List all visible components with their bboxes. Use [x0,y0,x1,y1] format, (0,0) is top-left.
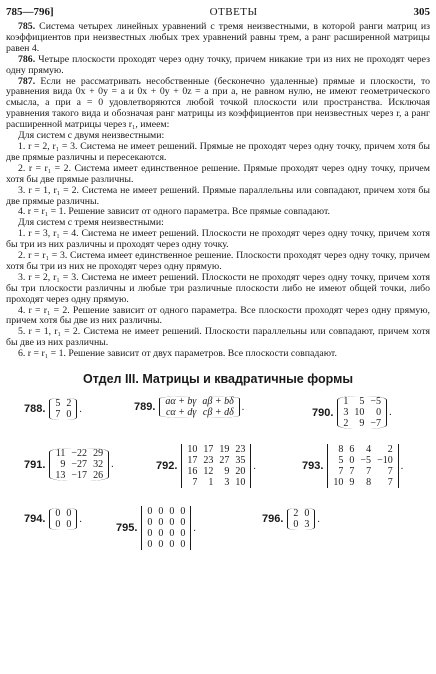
matrix-row-2 [6,444,430,506]
case-item: 3. r = 1, r₁ = 2. Система не имеет решений. Прямые параллельны или совпадают, причем хотя бы две прямые различны. [6,184,430,207]
matrix-table [184,444,248,488]
matrix-cell: −5 [370,396,382,408]
matrix-cell: 8 [338,444,344,456]
matrix-cell: 0 [180,506,186,518]
matrix-cell: 7 [349,466,355,478]
matrix-cell: 10 [187,444,198,456]
answer-792: 792. 10 17 19 23 17 23 27 35 16 12 9 20 7 1 3 10 . [156,444,256,489]
matrix-cell: 23 [203,455,214,467]
matrix-row [162,407,236,418]
matrix-cell: −5 [360,455,372,467]
matrix-cell: −7 [370,418,382,430]
matrix-cell: 6 [349,444,355,456]
matrix-cell: 29 [93,448,104,460]
matrix-cell: 0 [158,539,164,551]
matrix-row [144,528,188,539]
matrix-row [184,455,248,466]
matrix-cell: 9 [349,477,355,489]
matrix-cell: 4 [366,444,372,456]
matrix-cell: 0 [304,508,310,520]
matrix-row [52,519,74,530]
matrix-cell: 0 [158,517,164,529]
matrix-cell: 5 [359,396,365,408]
answer-number: 793. [302,460,324,473]
answer-number: 795. [116,522,138,535]
matrix-row [330,477,395,488]
matrix-cell: 0 [147,539,153,551]
matrix-table [52,508,74,530]
matrix-cell: 7 [55,409,61,421]
matrix-row-3 [6,506,430,562]
case-item: 6. r = r₁ = 1. Решение зависит от двух параметров. Все плоскости совпадают. [18,348,337,360]
matrix [49,448,109,481]
matrix-cell: 17 [187,455,198,467]
matrix-cell: 0 [66,519,72,531]
answer-793: 793. 8 6 4 2 5 0 −5 −10 7 7 7 7 10 9 8 7 . [302,444,404,489]
matrix-cell: −22 [71,448,88,460]
matrix-cell: 2 [66,398,72,410]
answer-794: 794. 0 0 0 0 . [24,508,82,531]
matrix-cell: cα + dγ [165,407,197,419]
matrix-cell: 27 [219,455,230,467]
matrix-cell: 0 [158,528,164,540]
matrix-row [144,539,188,550]
matrix-row [52,398,74,409]
answer-785 [6,22,430,55]
matrix-cell: 0 [180,539,186,551]
matrix-row [52,409,74,420]
subheading-three-unknowns: Для систем с тремя неизвестными: [18,217,164,229]
page-number: 305 [413,6,430,18]
case-item: 1. r = 3, r₁ = 4. Система не имеет решений. Плоскости не проходят через одну точку, причем хотя бы три из них различны и проходят через одну точку. [6,228,430,251]
answer-number: 788. [24,403,46,416]
case-item: 5. r = 1, r₁ = 2. Система не имеет решений. Плоскости параллельны или совпадают, причем хотя бы две из них различны. [6,326,430,349]
answer-786 [6,55,430,77]
matrix-cell: cβ + dδ [202,407,234,419]
matrix-cell: aβ + bδ [202,396,234,408]
matrix [159,396,239,418]
matrix-table [144,506,188,550]
matrix [141,506,191,550]
matrix-row [330,444,395,455]
case-item: 4. r = r₁ = 1. Решение зависит от одного параметра. Все прямые совпадают. [18,206,330,218]
matrix-cell: −27 [71,459,88,471]
answer-text: Если не рассматривать несобственные (бесконечно удаленные) прямые и плоскости, то уравнения вида 0x + 0y = a и 0x + 0y + 0z = a при a, не равном нулю, не имеют геометрического смысла, а при a = 0 удовлетворяются любой точкой плоскости или пространства. Исключая уравнения такого вида и обозначая ранг матрицы из коэффициентов при неизвестных через r, а ранг расширенной матрицы через r₁, имеем: [6,75,430,131]
case-item: 2. r = r₁ = 2. Система имеет единственное решение. Прямые проходят через одну точку, причем хотя бы две прямые различны. [6,162,430,185]
matrix-cell: 2 [387,444,393,456]
matrix-row [52,470,106,481]
matrix-cell: 35 [235,455,246,467]
matrix-cell: 32 [93,459,104,471]
matrix-cell: 20 [235,466,246,478]
answer-791: 791. 11 −22 29 9 −27 32 13 −17 26 . [24,448,114,482]
matrix-row [290,508,312,519]
matrix-cell: 8 [366,477,372,489]
matrix-cell: 0 [293,519,299,531]
matrix-table [340,396,384,429]
matrix-table [330,444,395,488]
answer-number: 787. [18,75,36,87]
answer-number: 792. [156,460,178,473]
matrix-cell: 1 [208,477,214,489]
matrix-row-1 [6,396,430,444]
answer-number: 785. [18,21,36,32]
matrix-cell: 5 [55,398,61,410]
matrix [327,444,398,488]
answer-number: 791. [24,458,46,471]
matrix-row [52,508,74,519]
matrix-cell: 7 [192,477,198,489]
matrix-cell: 0 [169,528,175,540]
matrix-table [52,398,74,420]
matrix-cell: 13 [55,470,66,482]
matrix [49,398,77,420]
matrix-cell: 9 [359,418,365,430]
answer-text: Четыре плоскости проходят через одну точку, причем никакие три из них не проходят через одну прямую. [6,53,431,76]
answer-788: 788. 5 2 7 0 . [24,398,82,421]
matrix-table [162,396,236,418]
matrix-cell: 9 [60,459,66,471]
matrix-cell: 10 [354,407,365,419]
matrix-cell: 10 [235,477,246,489]
matrix-cell: −10 [377,455,393,467]
matrix-cell: 16 [187,466,198,478]
matrix-row [340,418,384,429]
matrix-cell: 0 [169,506,175,518]
matrix-cell: 7 [366,466,372,478]
matrix-cell: 3 [224,477,230,489]
matrix-cell: 0 [66,508,72,520]
answer-number: 796. [262,513,284,526]
matrix-cell: 1 [343,396,349,408]
page [6,4,430,562]
matrix-cell: 7 [387,477,393,489]
answer-789: 789. aα + bγ aβ + bδ cα + dγ cβ + dδ . [134,396,245,419]
matrix [337,396,387,429]
matrix-cell: 11 [55,448,66,460]
matrix-cell: 3 [304,519,310,531]
matrix-cell: −17 [71,470,88,482]
answer-787 [6,77,430,132]
matrix-row [290,519,312,530]
matrix-cell: 0 [147,517,153,529]
matrix-cell: aα + bγ [165,396,197,408]
answer-number: 790. [312,406,334,419]
answer-790: 790. 1 5 −5 3 10 0 2 9 −7 . [312,396,392,430]
header-range: 785—796] [6,6,54,18]
matrix-cell: 0 [55,508,61,520]
matrix-cell: 26 [93,470,104,482]
matrix-cell: 9 [224,466,230,478]
matrix [181,444,251,488]
case-item: 3. r = 2, r₁ = 3. Система не имеет решений. Плоскости не проходят через одну точку, причем хотя бы три плоскости различны и любые три различные плоскости либо не имеют общей точки, либо проходят через одну прямую. [6,271,430,305]
matrix-cell: 0 [147,528,153,540]
matrix-cell: 2 [343,418,349,430]
matrix-row [162,396,236,407]
matrix-row [330,455,395,466]
answer-796: 796. 2 0 0 3 . [262,508,320,531]
matrix-row [340,407,384,418]
matrix-cell: 17 [203,444,214,456]
matrix-cell: 3 [343,407,349,419]
matrix-cell: 0 [180,517,186,529]
matrix-row [52,448,106,459]
matrix-cell: 0 [169,539,175,551]
matrix-row [52,459,106,470]
case-item: 2. r = r₁ = 3. Система имеет единственное решение. Плоскости проходят через одну точку, причем хотя бы три из них не проходят через одну прямую. [6,250,430,272]
matrix-row [144,506,188,517]
matrix-cell: 0 [158,506,164,518]
case-item: 4. r = r₁ = 2. Решение зависит от одного параметра. Все плоскости проходят через одну прямую, причем хотя бы две из них различны. [6,304,430,327]
matrix-row [340,396,384,407]
running-header [6,4,430,20]
matrix-cell: 23 [235,444,246,456]
matrix [287,508,315,530]
matrix-row [144,517,188,528]
matrix-cell: 7 [387,466,393,478]
answer-number: 794. [24,513,46,526]
matrix-row [184,444,248,455]
answer-number: 789. [134,401,156,414]
matrix-cell: 0 [55,519,61,531]
matrix-cell: 7 [338,466,344,478]
matrix-cell: 19 [219,444,230,456]
matrix-row [184,477,248,488]
matrix-cell: 0 [180,528,186,540]
matrix-table [290,508,312,530]
answer-text: Система четырех линейных уравнений с тремя неизвестными, в которой ранги матриц из коэффициентов при неизвестных любых трех уравнений равны трем, а ранг расширенной матрицы равен 4. [6,21,430,54]
matrix-cell: 5 [338,455,344,467]
matrix-cell: 12 [203,466,214,478]
matrix-row [184,466,248,477]
section-title: Отдел III. Матрицы и квадратичные формы [82,372,354,387]
matrix-cell: 2 [293,508,299,520]
matrix-cell: 0 [66,409,72,421]
matrix-cell: 0 [349,455,355,467]
header-title: ОТВЕТЫ [209,6,258,18]
matrix-cell: 0 [169,517,175,529]
matrix-table [52,448,106,481]
subheading-two-unknowns: Для систем с двумя неизвестными: [18,130,165,142]
matrix [49,508,77,530]
matrix-cell: 10 [333,477,344,489]
answers-text [6,22,430,360]
answer-number: 786. [18,53,36,65]
answer-795: 795. 0 0 0 0 0 0 0 0 0 0 0 0 0 0 0 0 . [116,506,196,551]
matrix-cell: 0 [147,506,153,518]
matrix-row [330,466,395,477]
matrix-cell: 0 [376,407,382,419]
case-item: 1. r = 2, r₁ = 3. Система не имеет решений. Прямые не проходят через одну точку, причем хотя бы две прямые различны и пересекаются. [6,140,430,163]
